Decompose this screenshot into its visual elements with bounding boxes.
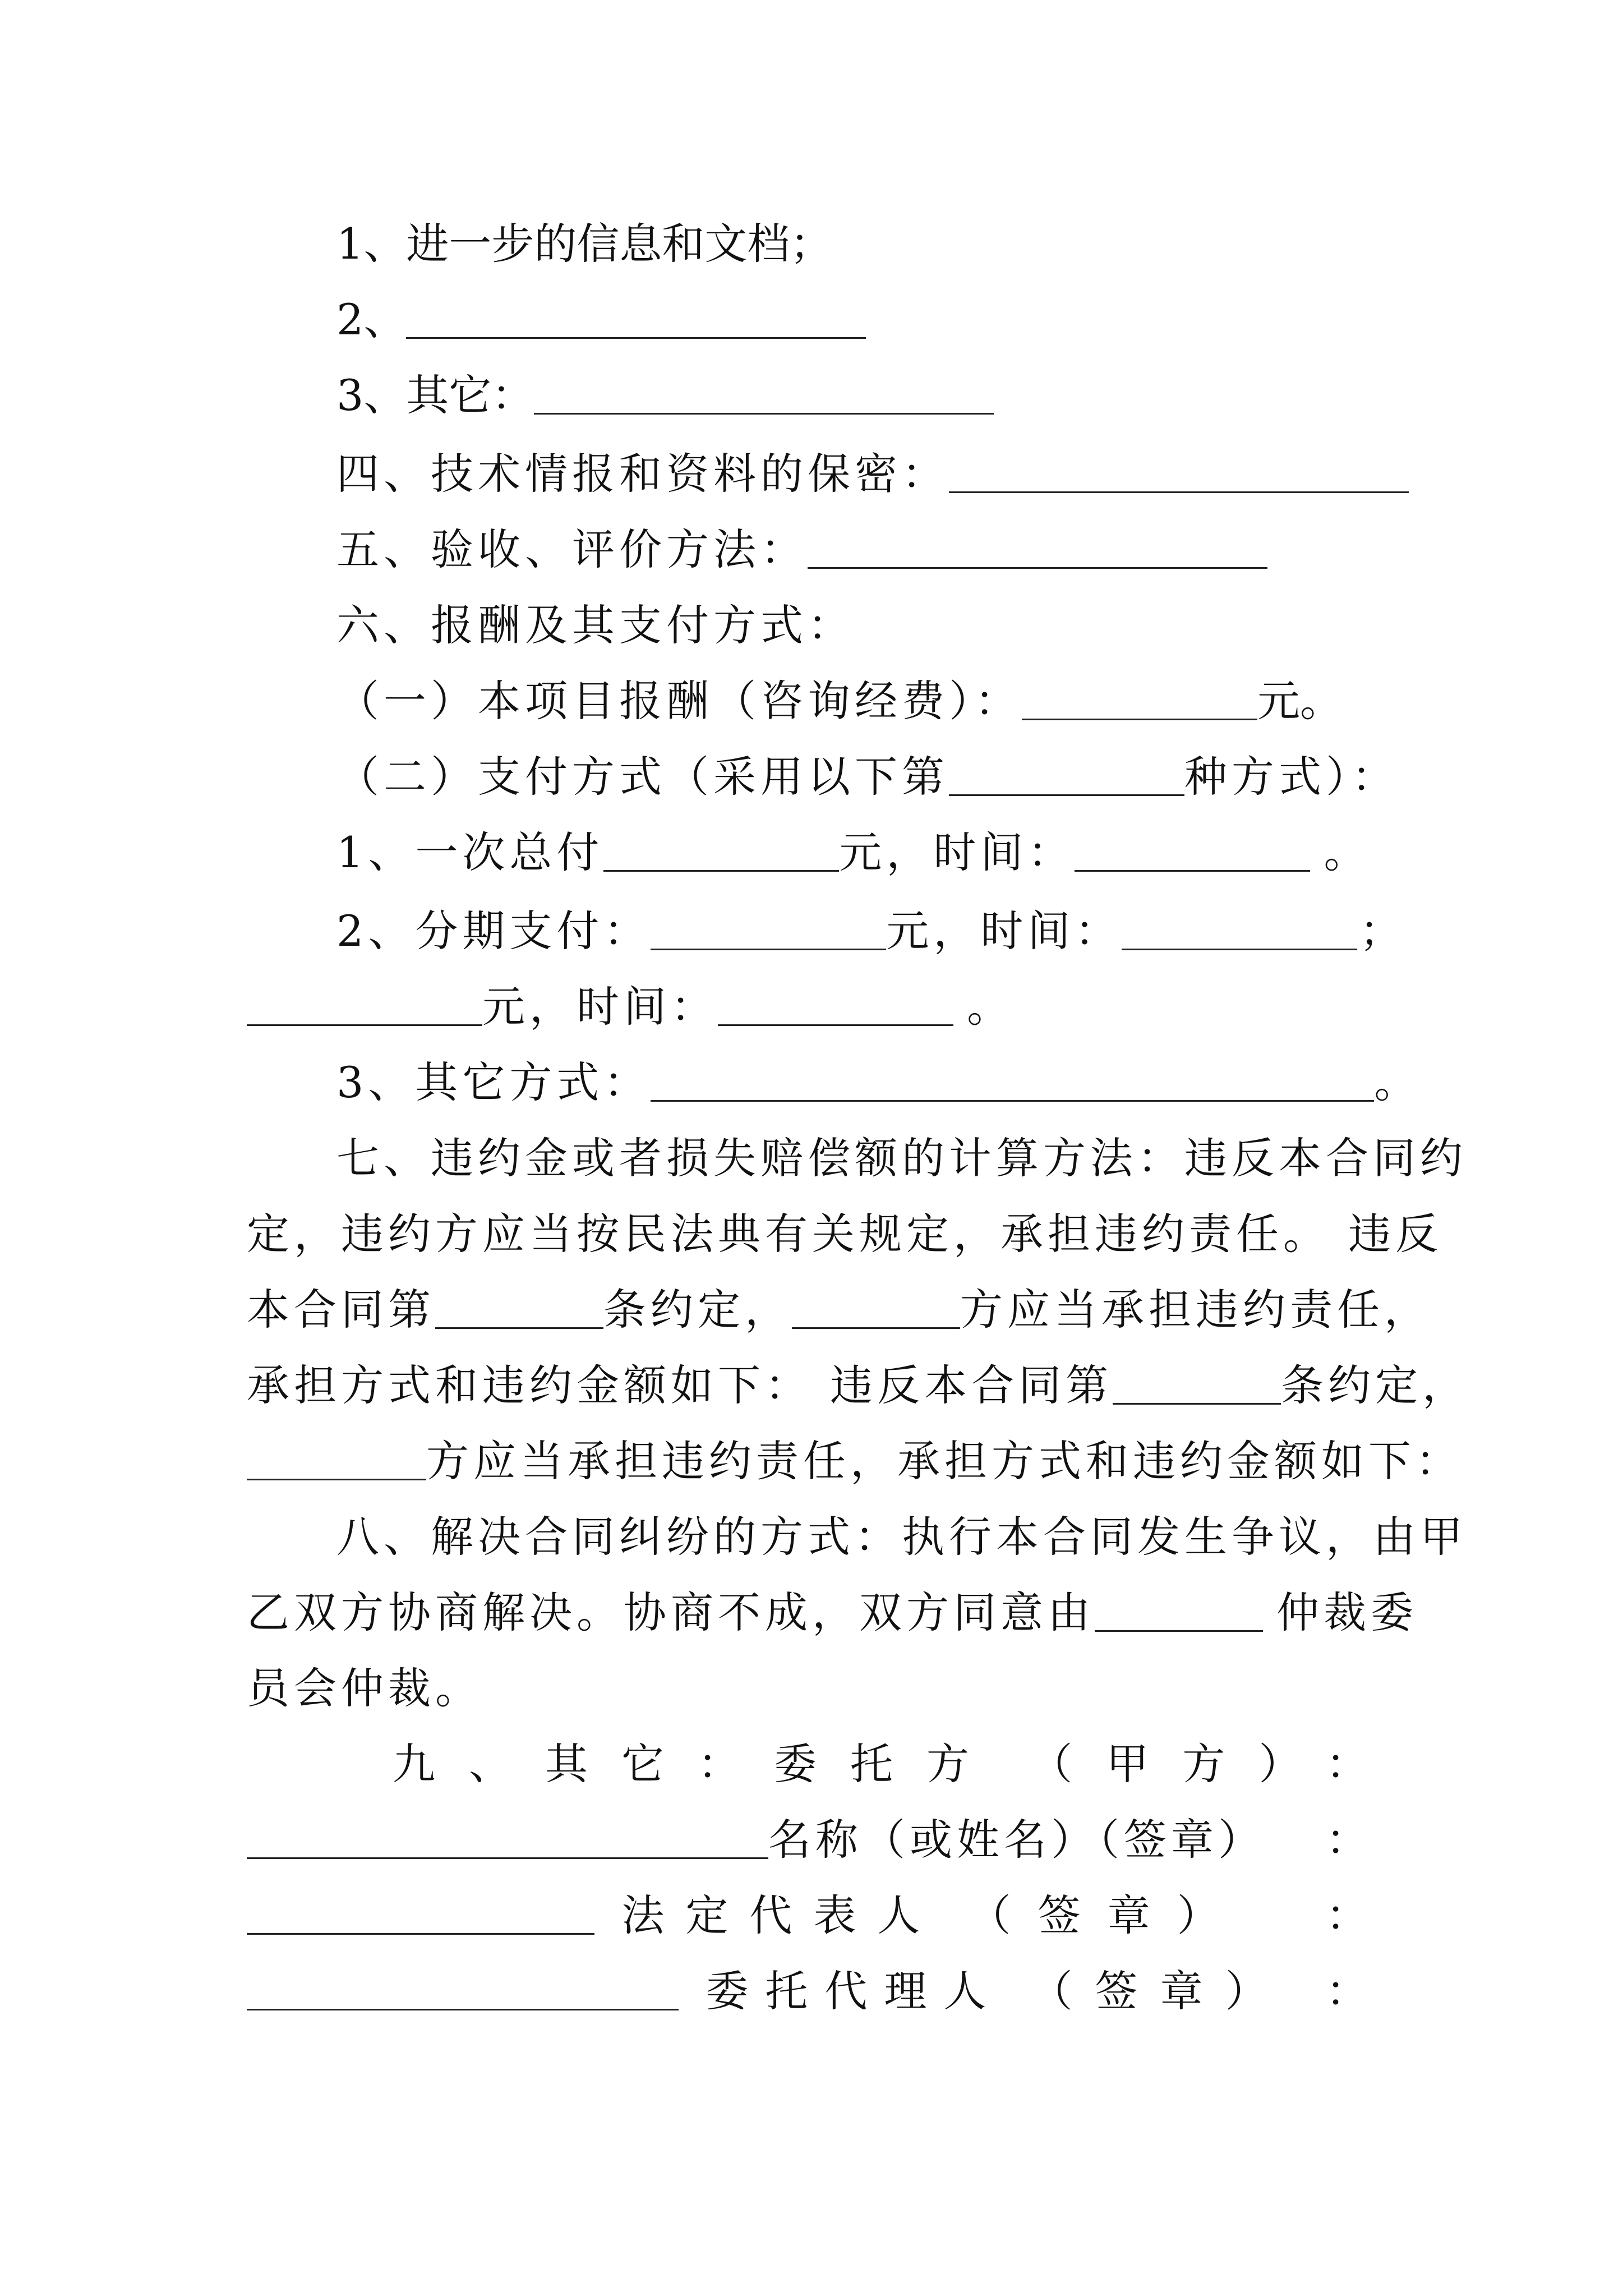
section-penalty — [336, 1130, 1467, 1186]
fill-blank[interactable] — [247, 1824, 768, 1859]
payment-fee — [336, 673, 1343, 729]
fill-blank[interactable] — [1113, 1369, 1281, 1405]
text: 条约定， — [1281, 1360, 1470, 1410]
text: 种方式）： — [1184, 752, 1399, 802]
item-2 — [336, 292, 866, 348]
fill-blank[interactable] — [534, 379, 994, 415]
text: 3、其它： — [336, 370, 534, 420]
text: 方应当承担违约责任， — [960, 1285, 1431, 1335]
payment-installment — [336, 903, 1402, 959]
text: 委托代理人 — [706, 1966, 1003, 2016]
text: ： — [1326, 1815, 1368, 1865]
text: 。 — [967, 982, 1010, 1032]
section-confidentiality — [336, 446, 1409, 502]
fill-blank[interactable] — [1022, 685, 1257, 720]
penalty-text-5 — [247, 1433, 1463, 1489]
text: ； — [1359, 906, 1402, 956]
text: 法定代表人 — [621, 1890, 942, 1940]
text: 1、进一步的信息和文档； — [336, 219, 833, 269]
text: 2、 — [336, 295, 407, 344]
fill-blank[interactable] — [949, 761, 1184, 796]
text: 七、违约金或者损失赔偿额的计算方法：违反本合同约 — [336, 1133, 1467, 1183]
text: （甲方） — [1030, 1739, 1335, 1789]
fill-blank[interactable] — [1075, 836, 1310, 872]
text: 承担方式和违约金额如下： 违反本合同第 — [247, 1360, 1113, 1410]
text: 六、报酬及其支付方式： — [336, 600, 855, 650]
fill-blank[interactable] — [651, 1066, 1374, 1102]
text: 乙双方协商解决。协商不成，双方同意由 — [247, 1588, 1095, 1637]
fill-blank[interactable] — [1122, 915, 1357, 950]
fill-blank[interactable] — [247, 1899, 594, 1935]
fill-blank[interactable] — [949, 458, 1409, 493]
fill-blank[interactable] — [406, 303, 866, 339]
text: 九、其它：委托方 — [393, 1739, 1003, 1789]
text: 。 — [1374, 1057, 1417, 1107]
text: 本合同第 — [247, 1285, 435, 1335]
text: ： — [1326, 1890, 1368, 1940]
section-dispute — [336, 1509, 1467, 1565]
text: 方应当承担违约责任，承担方式和违约金额如下： — [426, 1436, 1463, 1486]
section-other-client — [393, 1736, 1368, 1792]
penalty-text-3 — [247, 1282, 1431, 1338]
text: 条约定， — [603, 1285, 792, 1335]
payment-installment-cont — [247, 979, 1009, 1035]
fill-blank[interactable] — [808, 533, 1267, 569]
text: 名称（或姓名）（签章） — [768, 1815, 1265, 1865]
fill-blank[interactable] — [435, 1294, 603, 1329]
fill-blank[interactable] — [1095, 1596, 1263, 1632]
text: 仲裁委 — [1276, 1588, 1418, 1637]
payment-lump-sum — [336, 825, 1367, 881]
text: （二）支付方式（采用以下第 — [336, 752, 949, 802]
fill-blank[interactable] — [247, 1975, 679, 2010]
section-acceptance — [336, 522, 1267, 578]
dispute-text-3 — [247, 1660, 482, 1717]
payment-method — [336, 749, 1399, 805]
text: （签章） — [1030, 1966, 1290, 2016]
penalty-text-2 — [247, 1206, 1442, 1262]
signature-agent — [247, 1963, 1368, 2019]
text: 元，时间： — [482, 982, 718, 1032]
fill-blank[interactable] — [603, 836, 839, 872]
fill-blank[interactable] — [718, 991, 953, 1026]
signature-legal-rep — [247, 1888, 1368, 1944]
section-payment — [336, 597, 855, 654]
dispute-text-2 — [247, 1585, 1418, 1641]
item-3-other — [336, 367, 994, 424]
fill-blank[interactable] — [651, 915, 886, 950]
fill-blank[interactable] — [247, 991, 482, 1026]
text: 四、技术情报和资料的保密： — [336, 449, 949, 499]
text: 八、解决合同纠纷的方式：执行本合同发生争议，由甲 — [336, 1512, 1467, 1562]
text: 3、其它方式： — [336, 1057, 651, 1107]
text: 2、分期支付： — [336, 906, 651, 956]
text: 元。 — [1257, 676, 1343, 726]
fill-blank[interactable] — [247, 1445, 426, 1480]
item-further-info — [336, 216, 832, 272]
text: （一）本项目报酬（咨询经费）： — [336, 676, 1022, 726]
text: 员会仲裁。 — [247, 1663, 482, 1713]
text: ： — [1326, 1739, 1368, 1789]
signature-name — [247, 1812, 1368, 1868]
text: （签章） — [968, 1890, 1247, 1940]
payment-other — [336, 1055, 1417, 1111]
fill-blank[interactable] — [792, 1294, 960, 1329]
text: 元，时间： — [839, 827, 1075, 877]
penalty-text-4 — [247, 1358, 1469, 1414]
text: ： — [1326, 1966, 1368, 2016]
text: 元，时间： — [886, 906, 1122, 956]
text: 定，违约方应当按民法典有关规定，承担违约责任。 违反 — [247, 1209, 1443, 1259]
text: 五、验收、评价方法： — [336, 524, 808, 574]
text: 1、一次总付 — [336, 827, 604, 877]
text: 。 — [1324, 827, 1367, 877]
